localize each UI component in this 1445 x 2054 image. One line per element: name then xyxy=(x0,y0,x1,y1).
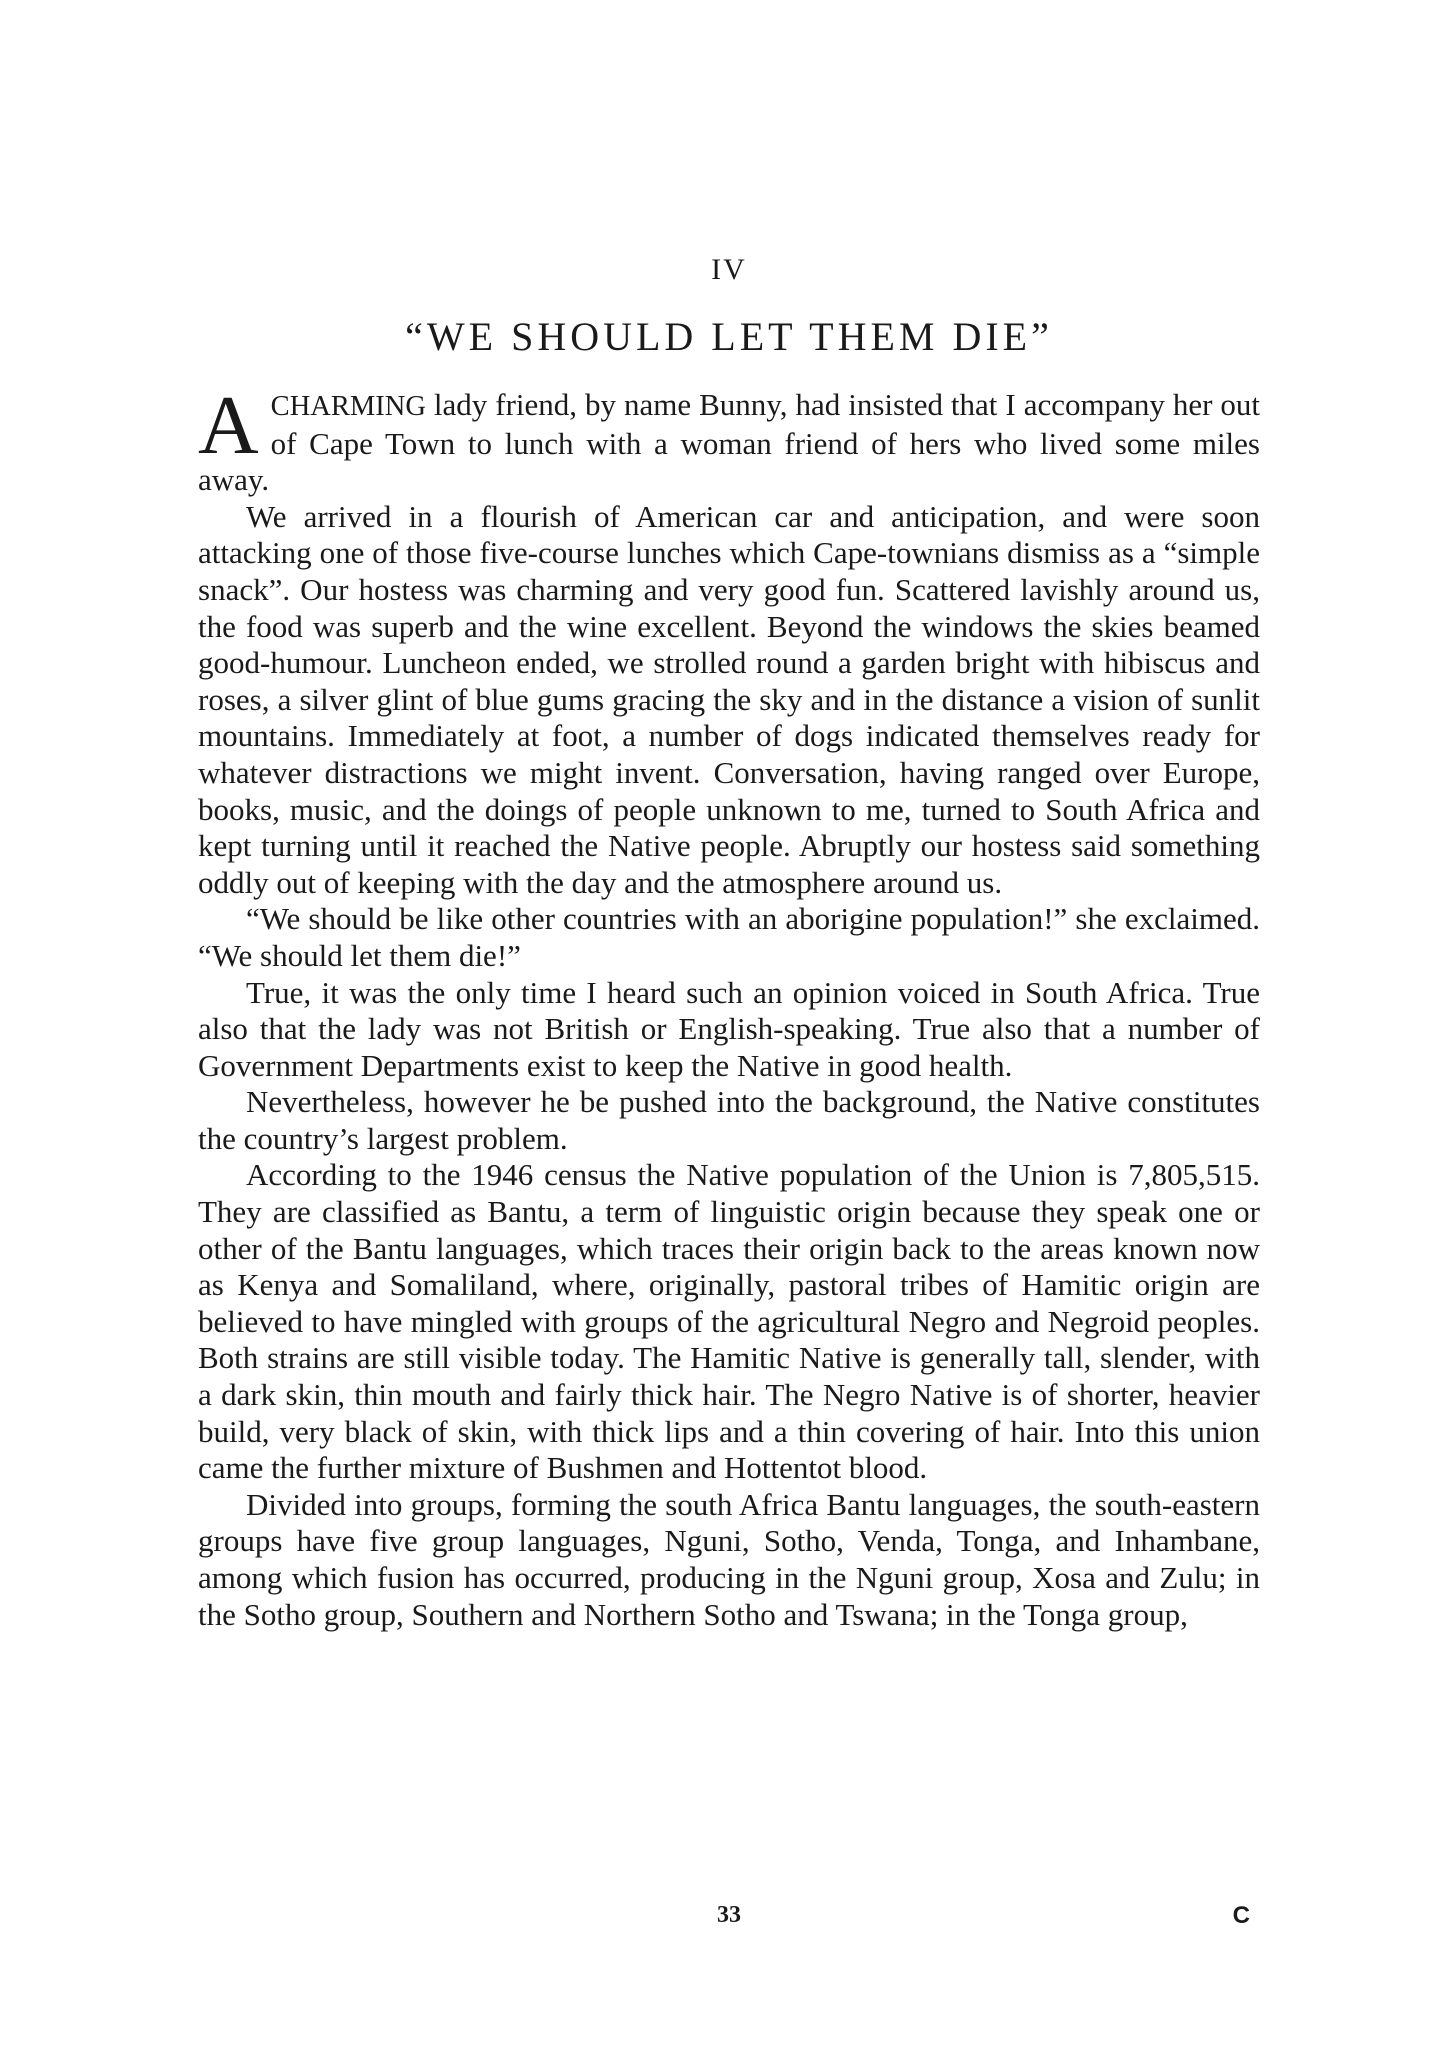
signature-mark: C xyxy=(1232,1902,1250,1929)
drop-cap: A xyxy=(198,379,259,472)
paragraph-2: We arrived in a flourish of American car and anticipation, and were soon attacking one of those five-course lunches which Cape-townians dismiss as a “simple snack”. Our hostess was charming and very good fun. Scattered lavishly around us, the food was superb and the wine excellent. Beyond the windows the skies beamed good-humour. Luncheon ended, we strolled round a garden bright with hibiscus and roses, a silver glint of blue gums gracing the sky and in the distance a vision of sunlit mountains. Immediately at foot, a number of dogs indicated themselves ready for whatever distractions we might invent. Conversation, having ranged over Europe, books, music, and the doings of people unknown to me, turned to South Africa and kept turning until it reached the Native people. Abruptly our hostess said something oddly out of keeping with the day and the atmosphere around us. xyxy=(198,498,1260,900)
paragraph-4: True, it was the only time I heard such an opinion voiced in South Africa. True also that the lady was not British or English-speaking. True also that a number of Government Departments exist to keep the Native in good health. xyxy=(198,974,1260,1083)
paragraph-5: Nevertheless, however he be pushed into the background, the Native constitutes the country’s largest problem. xyxy=(198,1084,1260,1156)
chapter-title: “WE SHOULD LET THEM DIE” xyxy=(405,314,1053,359)
paragraph-6: According to the 1946 census the Native population of the Union is 7,805,515. They are classified as Bantu, a term of linguistic origin because they speak one or other of the Bantu languages, which traces their origin back to the areas known now as Kenya and Somaliland, where, originally, pastoral tribes of Hamitic origin are believed to have mingled with groups of the agricultural Negro and Negroid peoples. Both strains are still visible today. The Hamitic Native is generally tall, slender, with a dark skin, thin mouth and fairly thick hair. The Negro Native is of shorter, heavier build, very black of skin, with thick lips and a thin covering of hair. Into this union came the further mixture of Bushmen and Hottentot blood. xyxy=(198,1157,1260,1486)
body-text xyxy=(198,379,1260,1633)
paragraph-opening xyxy=(198,379,1260,499)
chapter-number: IV xyxy=(711,253,747,286)
page-footer xyxy=(198,1902,1260,1932)
page-body xyxy=(198,255,1260,1633)
paragraph-3: “We should be like other countries with an aborigine population!” she exclaimed. “We should let them die!” xyxy=(198,901,1260,973)
page-number: 33 xyxy=(717,1902,741,1928)
opening-small-caps: CHARMING xyxy=(270,391,426,422)
paragraph-7: Divided into groups, forming the south Africa Bantu languages, the south-eastern groups have five group languages, Nguni, Sotho, Venda, Tonga, and Inhambane, among which fusion has occurred, producing in the Nguni group, Xosa and Zulu; in the Sotho group, Southern and Northern Sotho and Tswana; in the Tonga group, xyxy=(198,1486,1260,1632)
paragraph-text: lady friend, by name Bunny, had insisted that I accompany her out of Cape Town to lunch with a woman friend of hers who lived some miles away. xyxy=(198,387,1260,498)
